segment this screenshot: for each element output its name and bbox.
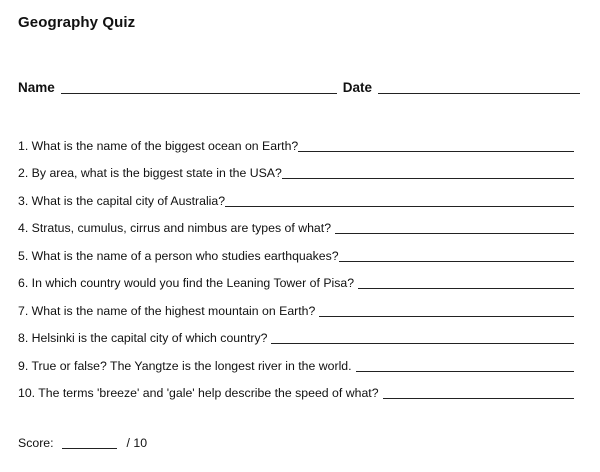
- question-row: [18, 292, 580, 320]
- answer-field[interactable]: [225, 194, 574, 207]
- quiz-title: Geography Quiz: [18, 14, 136, 31]
- question-row: [18, 127, 580, 155]
- score-row: [18, 436, 147, 450]
- question-row: [18, 182, 580, 210]
- answer-field[interactable]: [383, 386, 574, 399]
- answer-field[interactable]: [271, 331, 574, 344]
- question-list: [18, 127, 580, 402]
- question-text: 2. By area, what is the biggest state in the USA?: [18, 166, 282, 180]
- answer-field[interactable]: [339, 249, 574, 262]
- score-field[interactable]: [62, 436, 117, 449]
- question-text: 9. True or false? The Yangtze is the longest river in the world.: [18, 358, 352, 373]
- name-label: Name: [18, 80, 55, 95]
- question-text: 3. What is the capital city of Australia?: [18, 193, 226, 208]
- date-field[interactable]: [378, 79, 580, 94]
- name-date-row: [18, 76, 580, 96]
- question-row: [18, 375, 580, 403]
- question-text: 7. What is the name of the highest mountain on Earth?: [18, 303, 316, 318]
- question-row: [18, 210, 580, 238]
- question-text: 4. Stratus, cumulus, cirrus and nimbus are types of what?: [18, 221, 332, 235]
- answer-field[interactable]: [358, 276, 574, 289]
- question-text: 10. The terms 'breeze' and 'gale' help describe the speed of what?: [18, 386, 379, 400]
- answer-field[interactable]: [335, 221, 574, 234]
- answer-field[interactable]: [356, 359, 574, 372]
- answer-field[interactable]: [298, 139, 574, 152]
- question-row: [18, 347, 580, 375]
- question-row: [18, 155, 580, 183]
- date-label: Date: [342, 80, 373, 95]
- score-total: / 10: [126, 436, 148, 450]
- question-text: 5. What is the name of a person who studies earthquakes?: [18, 248, 339, 263]
- question-text: 8. Helsinki is the capital city of which country?: [18, 331, 268, 345]
- score-label: Score:: [18, 436, 54, 450]
- answer-field[interactable]: [319, 304, 574, 317]
- answer-field[interactable]: [282, 166, 574, 179]
- question-row: [18, 237, 580, 265]
- question-text: 6. In which country would you find the Leaning Tower of Pisa?: [18, 276, 355, 290]
- question-row: [18, 320, 580, 348]
- question-text: 1. What is the name of the biggest ocean on Earth?: [18, 138, 299, 153]
- question-row: [18, 265, 580, 293]
- name-field[interactable]: [61, 79, 337, 94]
